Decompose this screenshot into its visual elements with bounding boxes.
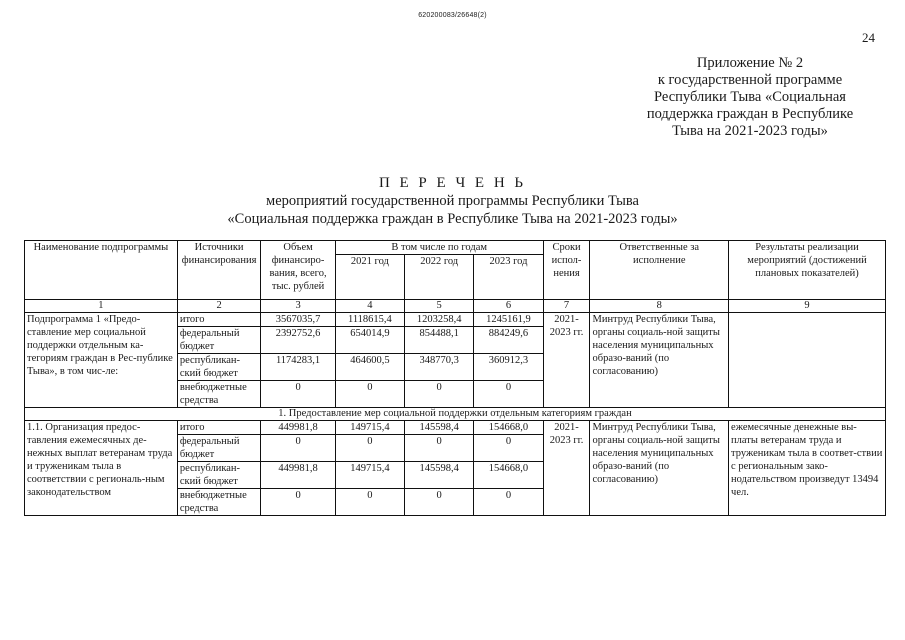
header-name: Наименование подпрограммы	[25, 241, 178, 300]
y2022-cell: 0	[405, 435, 474, 462]
measures-table	[24, 240, 886, 516]
col-number: 9	[729, 300, 886, 313]
page-number: 24	[862, 30, 875, 45]
result-cell	[729, 313, 886, 408]
column-numbers-row	[25, 300, 886, 313]
col-number: 6	[474, 300, 543, 313]
table-row	[25, 421, 886, 435]
measure-name: 1.1. Организация предос-тавления ежемесячных де-нежных выплат ветеранам труда и труженикам тыла в соответствии с региональ-ным законодательством	[25, 421, 178, 516]
y2021-cell: 0	[335, 381, 404, 408]
heading-title: П Е Р Е Ч Е Н Ь	[378, 175, 527, 191]
total-cell: 2392752,6	[261, 327, 335, 354]
term-cell: 2021-2023 гг.	[543, 313, 590, 408]
col-number: 1	[25, 300, 178, 313]
header-2022: 2022 год	[405, 255, 474, 300]
col-number: 5	[405, 300, 474, 313]
annex-line: поддержка граждан в Республике	[646, 106, 854, 122]
source-cell: внебюджетные средства	[177, 381, 261, 408]
section-row	[25, 408, 886, 421]
y2023-cell: 884249,6	[474, 327, 543, 354]
total-cell: 449981,8	[261, 462, 335, 489]
col-number: 4	[335, 300, 404, 313]
document-heading	[0, 174, 905, 228]
y2021-cell: 149715,4	[335, 462, 404, 489]
y2022-cell: 0	[405, 489, 474, 516]
y2021-cell: 149715,4	[335, 421, 404, 435]
y2023-cell: 154668,0	[474, 462, 543, 489]
source-cell: итого	[177, 421, 261, 435]
total-cell: 0	[261, 489, 335, 516]
total-cell: 0	[261, 435, 335, 462]
y2023-cell: 1245161,9	[474, 313, 543, 327]
total-cell: 3567035,7	[261, 313, 335, 327]
header-row	[25, 241, 886, 255]
y2023-cell: 154668,0	[474, 421, 543, 435]
annex-line: Тыва на 2021-2023 годы»	[672, 123, 828, 139]
y2021-cell: 0	[335, 435, 404, 462]
result-cell: ежемесячные денежные вы-платы ветеранам труда и труженикам тыла в соответ-ствии с региональным зако-нодательством произведут 13494 чел.	[729, 421, 886, 516]
y2022-cell: 145598,4	[405, 421, 474, 435]
y2022-cell: 145598,4	[405, 462, 474, 489]
header-by-years: В том числе по годам	[335, 241, 543, 255]
annex-line: Приложение № 2	[696, 55, 804, 71]
col-number: 8	[590, 300, 729, 313]
y2023-cell: 0	[474, 381, 543, 408]
source-cell: итого	[177, 313, 261, 327]
header-2021: 2021 год	[335, 255, 404, 300]
heading-program-name: «Социальная поддержка граждан в Республике Тыва на 2021-2023 годы»	[227, 211, 678, 227]
col-number: 7	[543, 300, 590, 313]
header-2023: 2023 год	[474, 255, 543, 300]
annex-line: к государственной программе	[657, 72, 843, 88]
source-cell: внебюджетные средства	[177, 489, 261, 516]
term-cell: 2021-2023 гг.	[543, 421, 590, 516]
y2021-cell: 654014,9	[335, 327, 404, 354]
annex-block	[600, 55, 900, 140]
y2023-cell: 360912,3	[474, 354, 543, 381]
total-cell: 0	[261, 381, 335, 408]
col-number: 2	[177, 300, 261, 313]
header-responsible: Ответственные за исполнение	[590, 241, 729, 300]
source-cell: республикан-ский бюджет	[177, 462, 261, 489]
y2022-cell: 1203258,4	[405, 313, 474, 327]
section-title: 1. Предоставление мер социальной поддержки отдельным категориям граждан	[25, 408, 886, 421]
y2021-cell: 0	[335, 489, 404, 516]
y2023-cell: 0	[474, 489, 543, 516]
y2021-cell: 464600,5	[335, 354, 404, 381]
y2022-cell: 0	[405, 381, 474, 408]
source-cell: федеральный бюджет	[177, 327, 261, 354]
responsible-cell: Минтруд Республики Тыва, органы социаль-ной защиты населения муниципальных образо-ваний (по согласованию)	[590, 421, 729, 516]
col-number: 3	[261, 300, 335, 313]
table-row	[25, 313, 886, 327]
y2022-cell: 348770,3	[405, 354, 474, 381]
document-id: 620200083/26648(2)	[418, 12, 487, 19]
total-cell: 449981,8	[261, 421, 335, 435]
header-sources: Источники финансирования	[177, 241, 261, 300]
responsible-cell: Минтруд Республики Тыва, органы социаль-ной защиты населения муниципальных образо-ваний (по согласованию)	[590, 313, 729, 408]
annex-line: Республики Тыва «Социальная	[654, 89, 846, 105]
header-results: Результаты реализации мероприятий (достижений плановых показателей)	[729, 241, 886, 300]
heading-subtitle: мероприятий государственной программы Республики Тыва	[266, 193, 639, 209]
header-volume: Объем финансиро-вания, всего, тыс. рублей	[261, 241, 335, 300]
header-terms: Сроки испол-нения	[543, 241, 590, 300]
y2022-cell: 854488,1	[405, 327, 474, 354]
y2021-cell: 1118615,4	[335, 313, 404, 327]
subprogram-name: Подпрограмма 1 «Предо-ставление мер социальной поддержки отдельным ка-тегориям граждан в Рес-публике Тыва», в том чис-ле:	[25, 313, 178, 408]
source-cell: республикан-ский бюджет	[177, 354, 261, 381]
total-cell: 1174283,1	[261, 354, 335, 381]
y2023-cell: 0	[474, 435, 543, 462]
source-cell: федеральный бюджет	[177, 435, 261, 462]
